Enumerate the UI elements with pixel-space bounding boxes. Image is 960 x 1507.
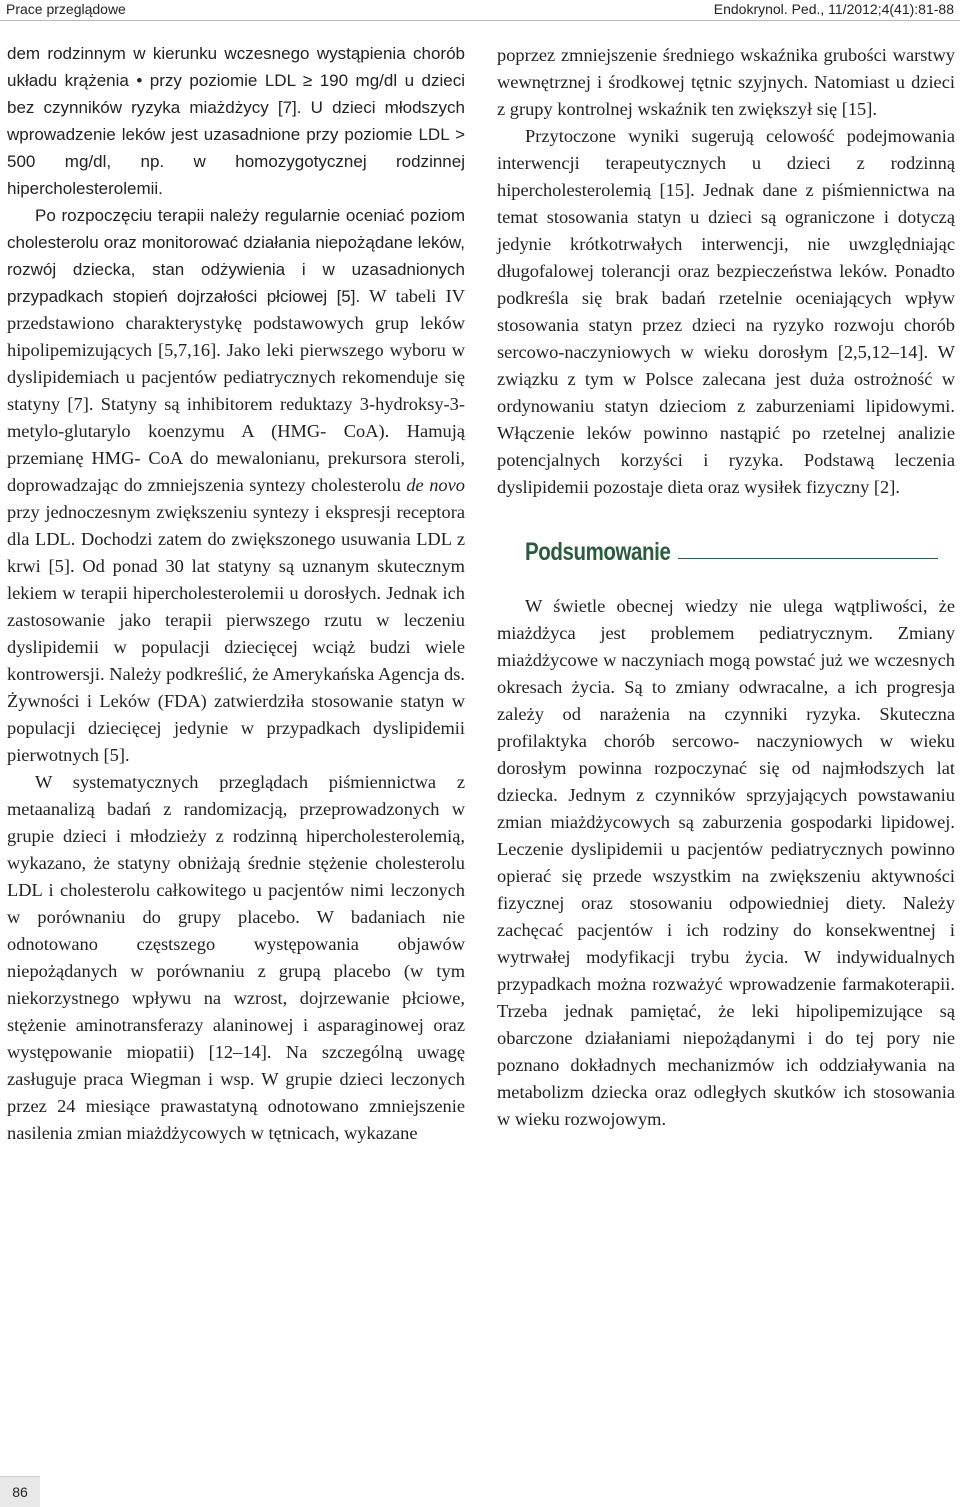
page-number: 86 — [0, 1476, 40, 1507]
heading-rule — [678, 558, 938, 559]
running-head-citation: Endokrynol. Ped., 11/2012;4(41):81-88 — [713, 1, 954, 17]
page-header — [0, 0, 960, 21]
paragraph: dem rodzinnym w kierunku wczesnego wystąpienia chorób układu krążenia • przy poziomie LDL ≥ 190 mg/dl u dzieci bez czynników ryzyka miażdżycy [7]. U dzieci młodszych wprowadzenie leków jest uzasadnione przy poziomie LDL > 500 mg/dl, np. w homozygotycznej rodzinnej hipercholesterolemii. — [7, 44, 465, 198]
paragraph: W świetle obecnej wiedzy nie ulega wątpliwości, że miażdżyca jest problemem pediatrycznym. Zmiany miażdżycowe w naczyniach mogą powstać już we wczesnych okresach życia. Są to zmiany odwracalne, a ich progresja zależy od narażenia na czynniki ryzyka. Skuteczna profilaktyka chorób sercowo- naczyniowych w wieku dorosłym powinna rozpoczynać się od najmłodszych lat dziecka. Jednym z czynników sprzyjających powstawaniu zmian miażdżycowych są zaburzenia gospodarki lipidowej. Leczenie dyslipidemii u pacjentów pediatrycznych powinno opierać się przede wszystkim na zwiększeniu aktywności fizycznej oraz stosowaniu odpowiedniej diety. Należy zachęcać pacjentów i ich rodziny do konsekwentnej i wytrwałej modyfikacji trybu życia. W indywidualnych przypadkach można rozważyć wprowadzenie farmakoterapii. Trzeba jednak pamiętać, że leki hipolipemizujące są obarczone działaniami niepożądanymi i do tej pory nie poznano dokładnych mechanizmów ich oddziaływania na metabolizm dziecka oraz odległych skutków ich stosowania w wieku rozwojowym. — [497, 596, 955, 1129]
section-heading-title: Podsumowanie — [525, 538, 671, 566]
running-head-section: Prace przeglądowe — [6, 1, 126, 17]
section-heading — [525, 532, 955, 566]
paragraph: poprzez zmniejszenie średniego wskaźnika grubości warstwy wewnętrznej i środkowej tętnic szyjnych. Natomiast u dzieci z grupy kontrolnej wskaźnik ten zwiększył się [15]. — [497, 45, 955, 119]
paragraph — [7, 202, 465, 769]
paragraph-part: Po rozpoczęciu terapii należy regularnie oceniać poziom cholesterolu oraz monitorować działania niepożądane leków, rozwój dziecka, stan odżywienia i w uzasadnionych przypadkach stopień dojrzałości płciowej [5]. — [7, 206, 465, 306]
paragraph: Przytoczone wyniki sugerują celowość podejmowania interwencji terapeutycznych u dzieci z rodzinną hipercholesterolemią [15]. Jednak dane z piśmiennictwa na temat stosowania statyn u dzieci są ograniczone i dotyczą jedynie krótkotrwałych interwencji, nie uwzględniając długofalowej tolerancji oraz bezpieczeństwa leków. Ponadto podkreśla się brak badań rzetelnie oceniających wpływ stosowania statyn przez dzieci na ryzyko rozwoju chorób sercowo-naczyniowych w wieku dorosłym [2,5,12–14]. W związku z tym w Polsce zalecana jest duża ostrożność w ordynowaniu statyn dzieciom z zaburzeniami lipidowymi. Włączenie leków powinno nastąpić po rzetelnej analizie potencjalnych korzyści i ryzyka. Podstawą leczenia dyslipidemii pozostaje dieta oraz wysiłek fizyczny [2]. — [497, 126, 955, 497]
paragraph: W systematycznych przeglądach piśmiennictwa z metaanalizą badań z randomizacją, przeprowadzonych w grupie dzieci i młodzieży z rodzinną hipercholesterolemią, wykazano, że statyny obniżają średnie stężenie cholesterolu LDL i cholesterolu całkowitego u pacjentów nimi leczonych w porównaniu do grupy placebo. W badaniach nie odnotowano częstszego występowania objawów niepożądanych w porównaniu z grupą placebo (w tym niekorzystnego wpływu na wzrost, dojrzewanie płciowe, stężenie aminotransferazy alaninowej i asparaginowej oraz występowanie miopatii) [12–14]. Na szczególną uwagę zasługuje praca Wiegman i wsp. W grupie dzieci leczonych przez 24 miesiące prawastatyną odnotowano zmniejszenie nasilenia zmian miażdżycowych w tętnicach, wykazane — [7, 772, 465, 1143]
paragraph-part: przy jednoczesnym zwiększeniu syntezy i ekspresji receptora dla LDL. Dochodzi zatem do zwiększonego usuwania LDL z krwi [5]. Od ponad 30 lat statyny są uznanym skutecznym lekiem w terapii hipercholesterolemii u dorosłych. Jednak ich zastosowanie jako terapii pierwszego rzutu w leczeniu dyslipidemii w populacji dziecięcej wciąż budzi wiele kontrowersji. Należy podkreślić, że Amerykańska Agencja ds. Żywności i Leków (FDA) zatwierdziła stosowanie statyn w populacji dziecięcej jedynie w przypadkach dyslipidemii pierwotnych [5]. — [7, 502, 465, 765]
left-column — [7, 40, 465, 1147]
italic-term: de novo — [406, 475, 465, 495]
paragraph-part: W tabeli IV przedstawiono charakterystykę podstawowych grup leków hipolipemizujących [5,7,16]. Jako leki pierwszego wyboru w dyslipidemiach u pacjentów pediatrycznych rekomenduje się statyny [7]. Statyny są inhibitorem reduktazy 3-hydroksy-3-metylo-glutarylo koenzymu A (HMG- CoA). Hamują przemianę HMG- CoA do mewalonianu, prekursora steroli, doprowadzając do zmniejszenia syntezy cholesterolu — [7, 286, 465, 495]
right-column — [497, 42, 955, 1133]
